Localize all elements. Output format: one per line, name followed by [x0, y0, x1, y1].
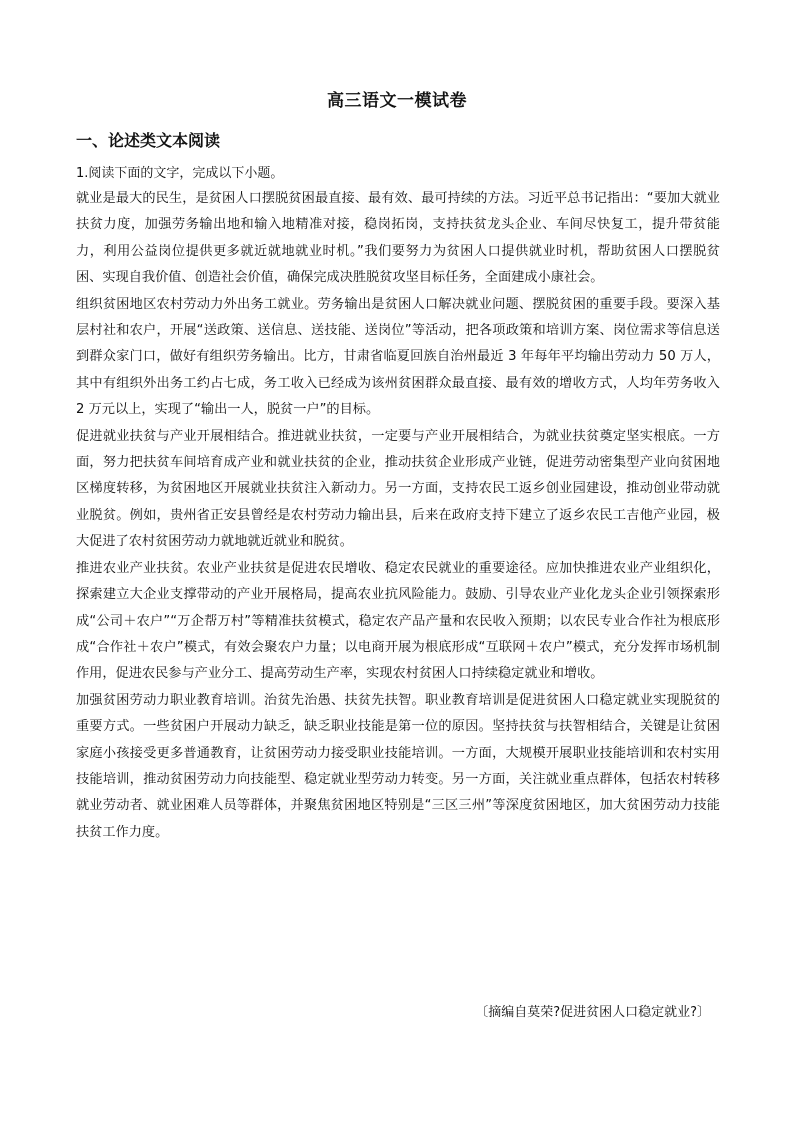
page-title: 高三语文一模试卷 [327, 91, 467, 111]
paragraph: 组织贫困地区农村劳动力外出务工就业。劳务输出是贫困人口解决就业问题、摆脱贫困的重要手段。要深入基层村社和农户，开展“送政策、送信息、送技能、送岗位”等活动，把各项政策和培训方案、岗位需求等信息送到群众家门口，做好有组织劳务输出。比方，甘肃省临夏回族自治州最近 3 年每年平均输出劳动力 50 万人，其中有组织外出务工约占七成，务工收入已经成为该州贫困群众最直接、最有效的增收方式，人均年劳务收入 2 万元以上，实现了“输出一人，脱贫一户”的目标。 [76, 296, 720, 418]
paragraph: 加强贫困劳动力职业教育培训。治贫先治愚、扶贫先扶智。职业教育培训是促进贫困人口稳定就业实现脱贫的重要方式。一些贫困户开展动力缺乏，缺乏职业技能是第一位的原因。坚持扶贫与扶智相结合，关键是让贫困家庭小孩接受更多普通教育，让贫困劳动力接受职业技能培训。一方面，大规模开展职业技能培训和农村实用技能培训，推动贫困劳动力向技能型、稳定就业型劳动力转变。另一方面，关注就业重点群体，包括农村转移就业劳动者、就业困难人员等群体，并聚焦贫困地区特别是“三区三州”等深度贫困地区，加大贫困劳动力技能扶贫工作力度。 [76, 692, 720, 840]
section-heading: 一、论述类文本阅读 [76, 131, 221, 150]
source-citation: 〔摘编自莫荣?促进贫困人口稳定就业?〕 [475, 1005, 710, 1020]
paragraph: 就业是最大的民生，是贫困人口摆脱贫困最直接、最有效、最可持续的方法。习近平总书记指出：“要加大就业扶贫力度，加强劳务输出地和输入地精准对接，稳岗拓岗，支持扶贫龙头企业、车间尽快复工，提升带贫能力，利用公益岗位提供更多就近就地就业时机。”我们要努力为贫困人口提供就业时机，帮助贫困人口摆脱贫困、实现自我价值、创造社会价值，确保完成决胜脱贫攻坚目标任务，全面建成小康社会。 [76, 191, 720, 286]
question-instruction: 1.阅读下面的文字，完成以下小题。 [76, 166, 284, 181]
article-body [76, 186, 720, 846]
paragraph: 促进就业扶贫与产业开展相结合。推进就业扶贫，一定要与产业开展相结合，为就业扶贫奠定坚实根底。一方面，努力把扶贫车间培育成产业和就业扶贫的企业，推动扶贫企业形成产业链，促进劳动密集型产业向贫困地区梯度转移，为贫困地区开展就业扶贫注入新动力。另一方面，支持农民工返乡创业园建设，推动创业带动就业脱贫。例如，贵州省正安县曾经是农村劳动力输出县，后来在政府支持下建立了返乡农民工吉他产业园，极大促进了农村贫困劳动力就地就近就业和脱贫。 [76, 428, 720, 550]
paragraph: 推进农业产业扶贫。农业产业扶贫是促进农民增收、稳定农民就业的重要途径。应加快推进农业产业组织化，探索建立大企业支撑带动的产业开展格局，提高农业抗风险能力。鼓励、引导农业产业化龙头企业引领探索形成“公司＋农户”“万企帮万村”等精准扶贫模式，稳定农产品产量和农民收入预期；以农民专业合作社为根底形成“合作社＋农户”模式，有效会聚农户力量；以电商开展为根底形成“互联网＋农户”模式，充分发挥市场机制作用，促进农民参与产业分工、提高劳动生产率，实现农村贫困人口持续稳定就业和增收。 [76, 560, 720, 682]
